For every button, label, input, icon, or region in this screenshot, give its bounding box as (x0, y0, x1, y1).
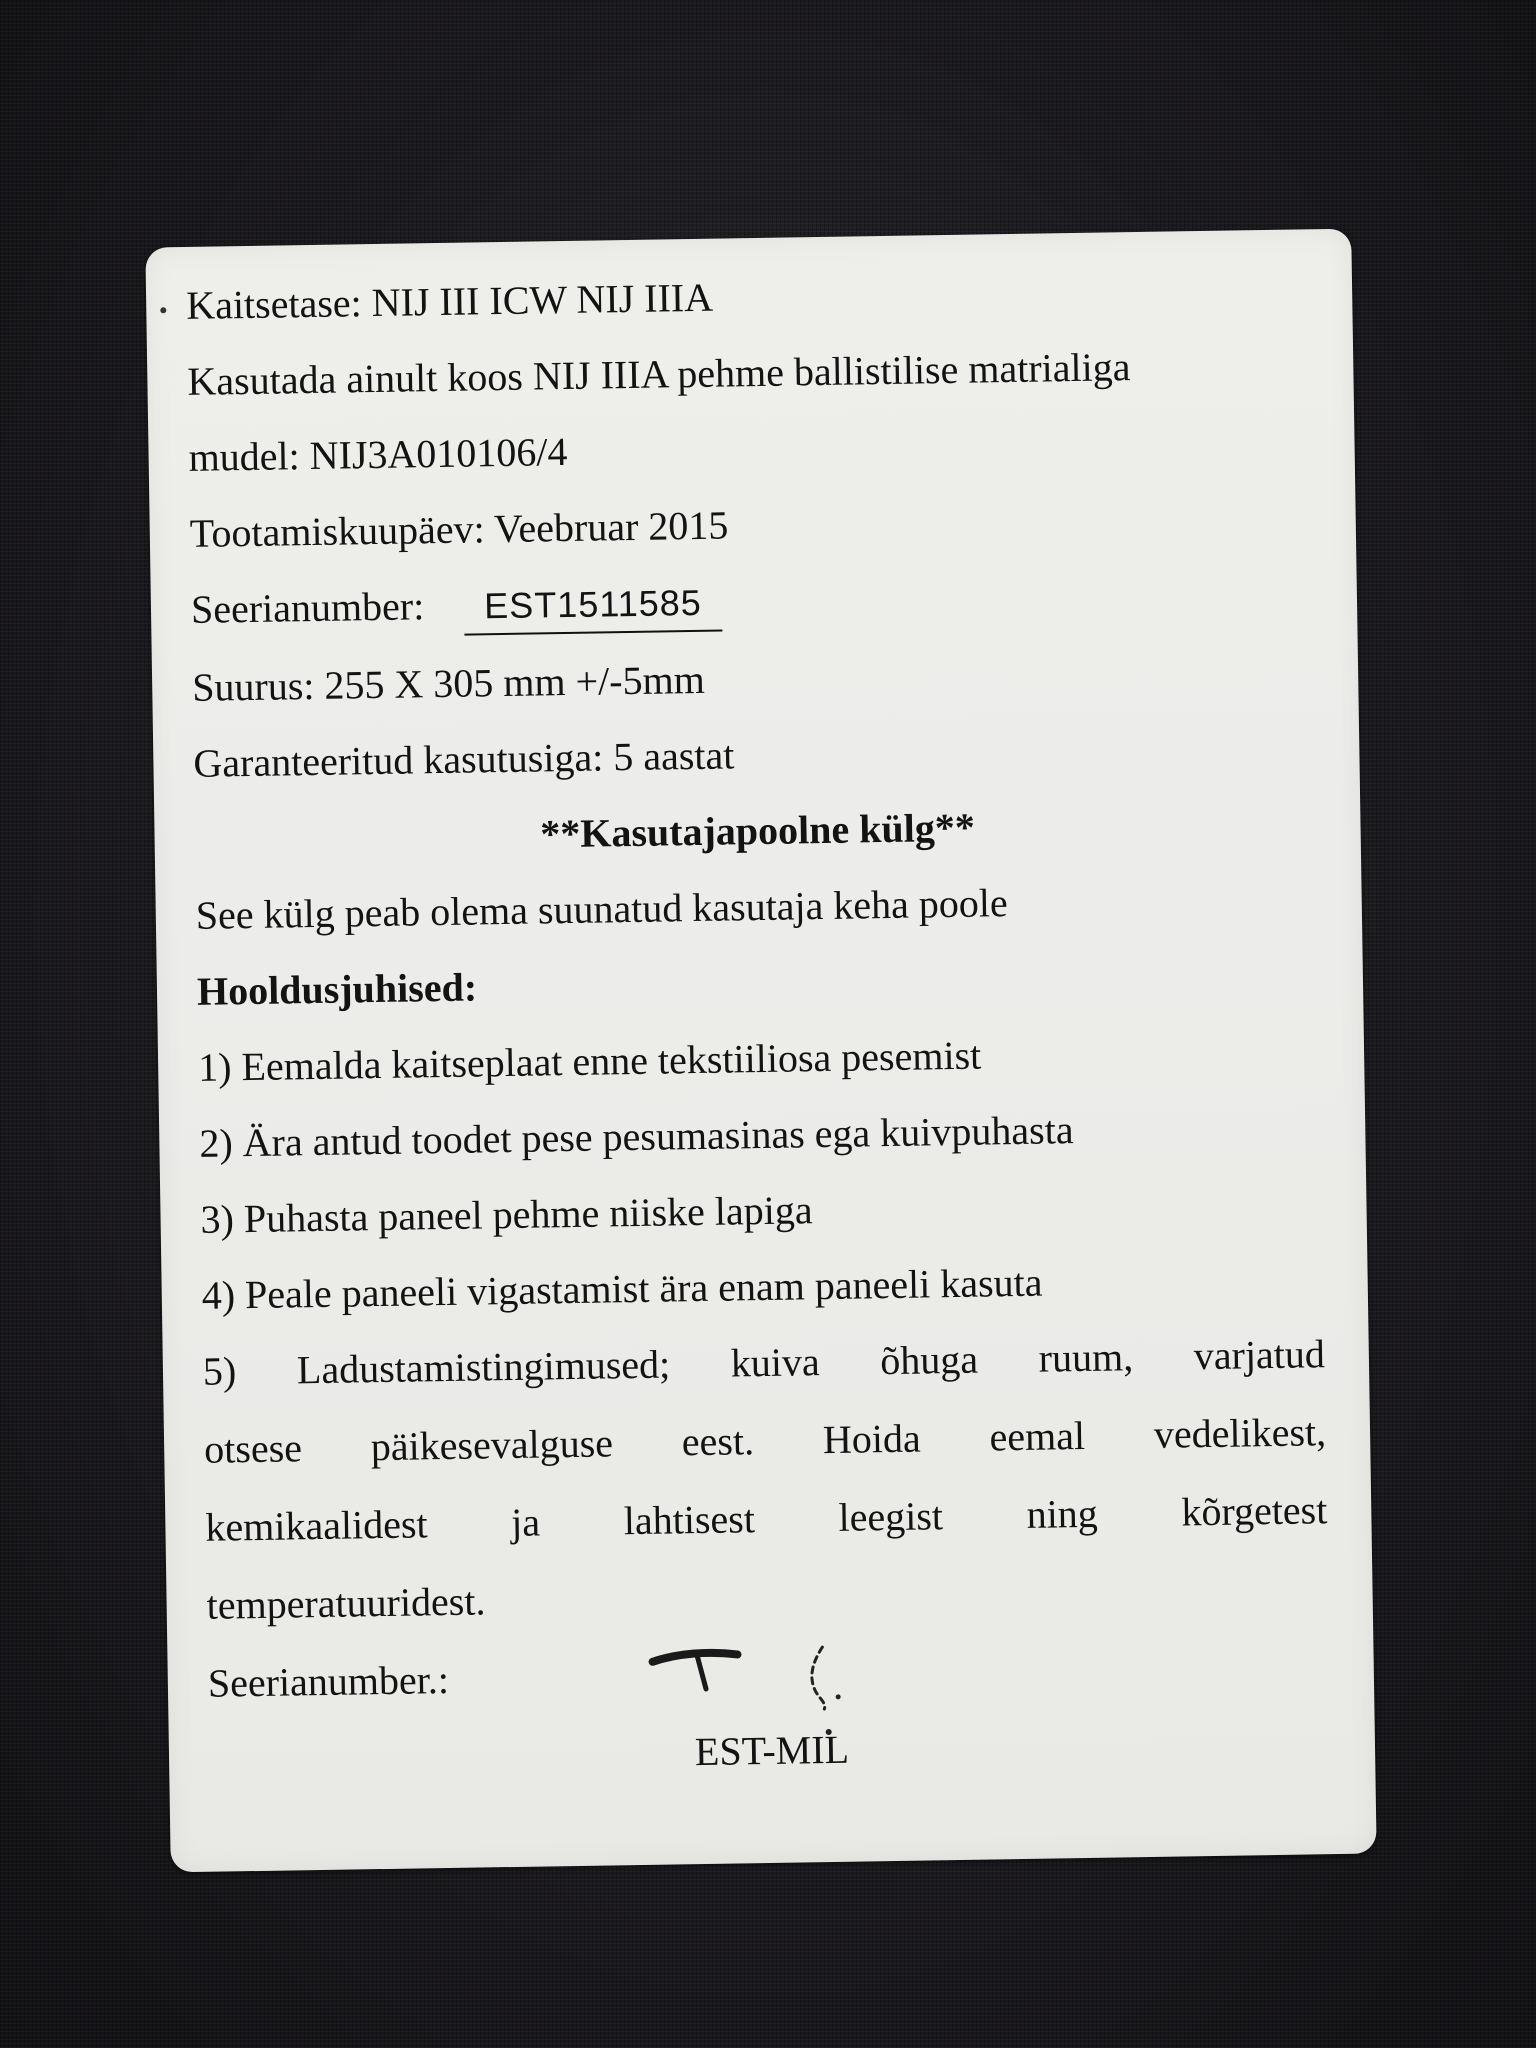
warranty-line: Garanteeritud kasutusiga: 5 aastat (193, 732, 735, 786)
bullet-dot (160, 307, 166, 313)
storage-line-3: kemikaalidest ja lahtisest leegist ning kõrgetest (205, 1487, 1328, 1550)
care-item-2: 2) Ära antud toodet pese pesumasinas ega kuivpuhasta (199, 1107, 1074, 1166)
care-heading: Hooldusjuhised: (196, 964, 478, 1014)
serial-label-2: Seerianumber.: (207, 1656, 450, 1706)
care-item-4: 4) Peale paneeli vigastamist ära enam paneeli kasuta (201, 1259, 1043, 1318)
care-item-3: 3) Puhasta paneel pehme niiske lapiga (200, 1187, 813, 1242)
serial-value: EST1511585 (464, 580, 722, 636)
side-text: See külg peab olema suunatud kasutaja keha poole (195, 880, 1009, 938)
storage-line-2: otsese päikesevalguse eest. Hoida eemal vedelikest, (203, 1409, 1327, 1472)
storage-line-4: temperatuuridest. (206, 1578, 486, 1628)
serial-label: Seerianumber: (190, 583, 425, 632)
storage-line-1: 5) Ladustamistingimused; kuiva õhuga ruum, varjatud (202, 1331, 1326, 1394)
care-item-1: 1) Eemalda kaitseplaat enne tekstiiliosa pesemist (197, 1032, 982, 1090)
product-label (145, 229, 1376, 1873)
serial-row (191, 579, 723, 640)
model-line: mudel: NIJ3A010106/4 (188, 428, 568, 480)
side-heading: **Kasutajapoolne külg** (539, 804, 976, 857)
size-line: Suurus: 255 X 305 mm +/-5mm (191, 656, 706, 710)
protection-level: Kaitsetase: NIJ III ICW NIJ IIIA (185, 274, 714, 328)
usage-note: Kasutada ainult koos NIJ IIIA pehme ballistilise matrialiga (187, 344, 1131, 404)
manufacture-date: Tootamiskuupäev: Veebruar 2015 (189, 502, 729, 556)
footer-text: EST-MIL (694, 1726, 850, 1775)
